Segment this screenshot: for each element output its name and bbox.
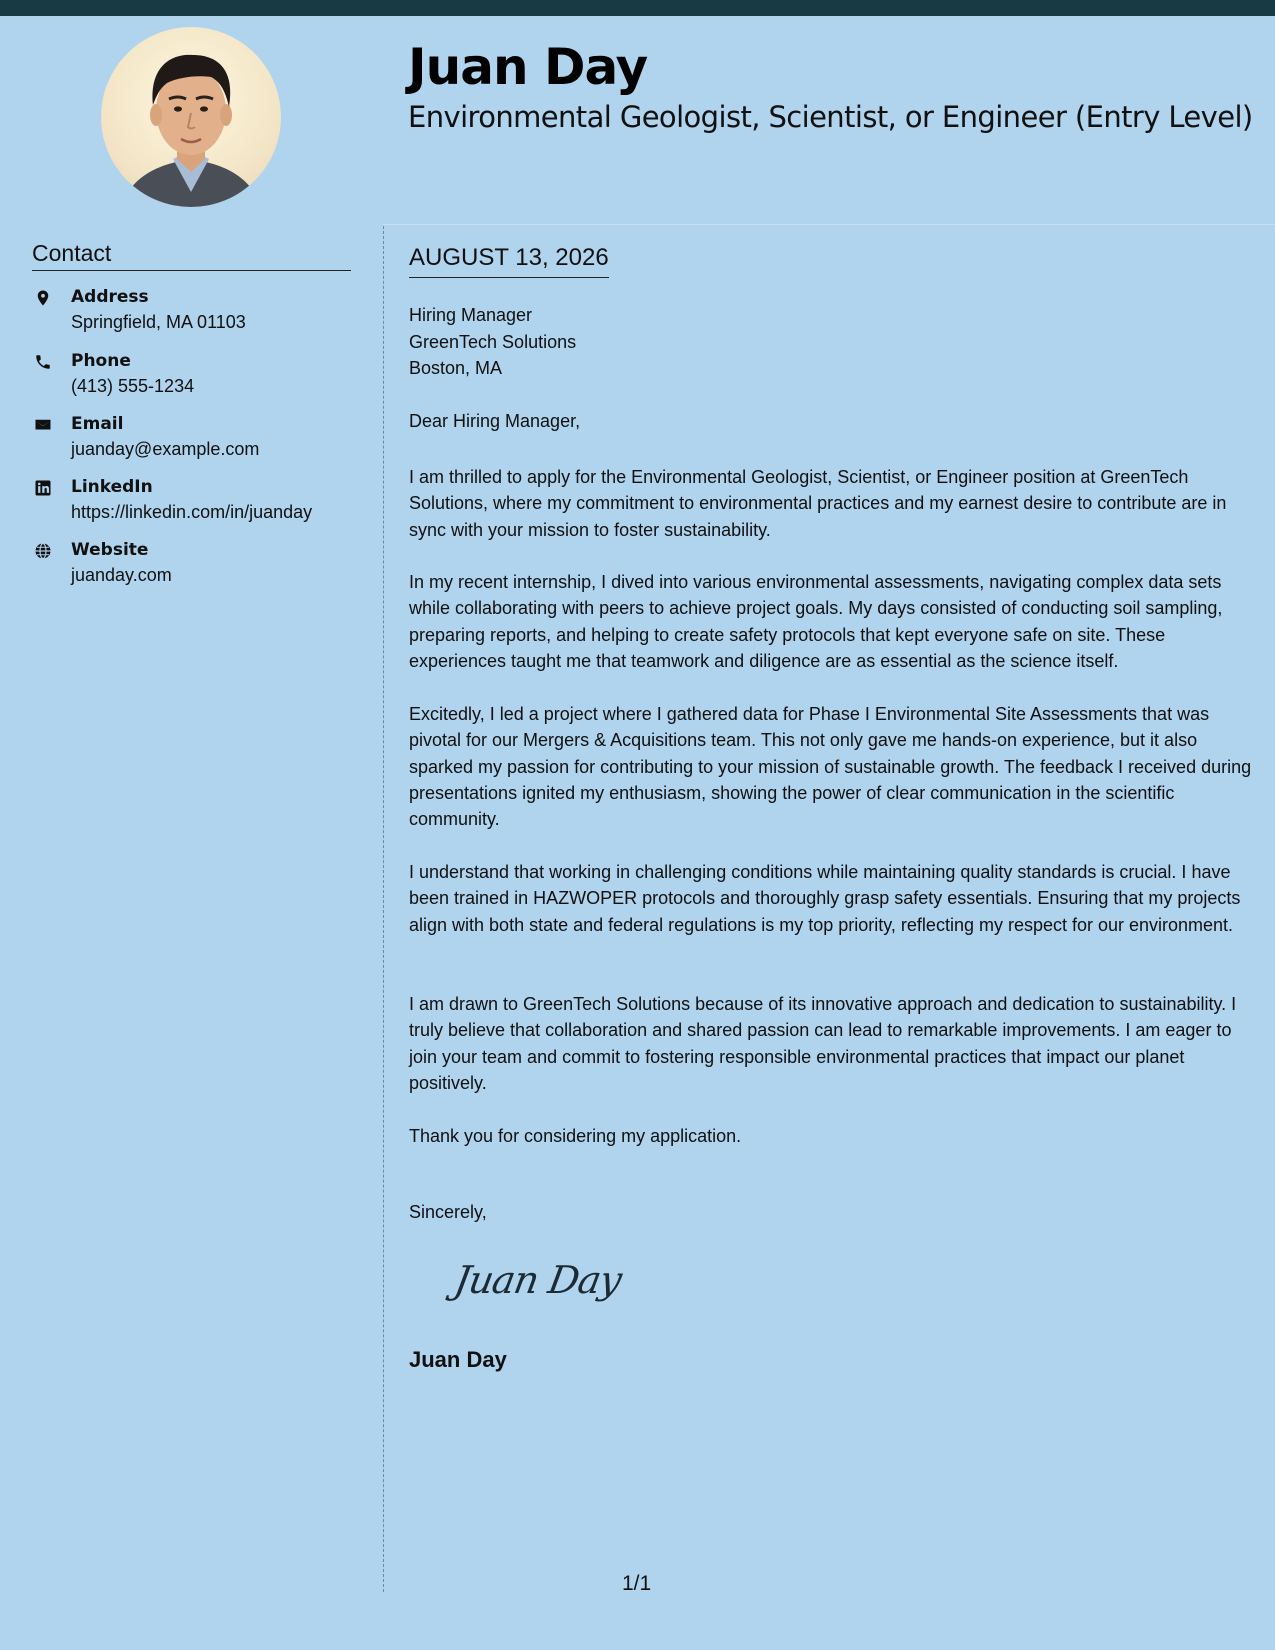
- contact-website: [32, 540, 362, 592]
- contact-value[interactable]: juanday@example.com: [71, 439, 260, 459]
- top-accent-bar: [0, 0, 1275, 16]
- salutation: Dear Hiring Manager,: [409, 411, 581, 431]
- contact-label: Phone: [71, 351, 131, 371]
- contact-value: Springfield, MA 01103: [71, 312, 246, 332]
- page-title: Juan Day: [408, 38, 648, 96]
- contact-value[interactable]: juanday.com: [71, 565, 172, 585]
- contact-label: Address: [71, 287, 149, 307]
- globe-icon: [34, 542, 52, 560]
- contact-label: LinkedIn: [71, 477, 153, 497]
- contact-value[interactable]: https://linkedin.com/in/juanday: [71, 502, 313, 522]
- recipient-block: [409, 302, 576, 382]
- letter-paragraph: I am thrilled to apply for the Environmental Geologist, Scientist, or Engineer position at GreenTech Solutions, where my commitment to environmental practices and my earnest desire to contribute are in sync with your mission to foster sustainability.: [409, 467, 1227, 540]
- avatar: [101, 27, 281, 207]
- letter-paragraph: I am drawn to GreenTech Solutions because of its innovative approach and dedication to sustainability. I truly believe that collaboration and shared passion can lead to remarkable improvements. I am eager to join your team and commit to fostering responsible environmental practices that impact our planet positively.: [409, 994, 1237, 1093]
- linkedin-icon: [34, 479, 52, 497]
- contact-address: [32, 287, 362, 339]
- contact-heading: Contact: [32, 240, 351, 271]
- letter-date: AUGUST 13, 2026: [409, 244, 609, 278]
- contact-phone: [32, 351, 362, 403]
- recipient-line: Boston, MA: [409, 358, 503, 378]
- column-divider: [383, 226, 384, 1592]
- header-divider: [383, 224, 1275, 225]
- letter-paragraph: I understand that working in challenging conditions while maintaining quality standards is crucial. I have been trained in HAZWOPER protocols and thoroughly grasp safety essentials. Ensuring that my projects align with both state and federal regulations is my top priority, reflecting my respect for our environment.: [409, 862, 1241, 935]
- location-pin-icon: [34, 289, 52, 307]
- letter-paragraph: Thank you for considering my application.: [409, 1126, 742, 1146]
- letter-paragraph: Excitedly, I led a project where I gathered data for Phase I Environmental Site Assessments that was pivotal for our Mergers & Acquisitions team. This not only gave me hands-on experience, but it also sparked my passion for contributing to your mission of sustainable growth. The feedback I received during presentations ignited my enthusiasm, showing the power of clear communication in the scientific community.: [409, 704, 1252, 830]
- phone-icon: [34, 353, 52, 371]
- contact-label: Email: [71, 414, 124, 434]
- recipient-line: GreenTech Solutions: [409, 331, 577, 352]
- recipient-line: Hiring Manager: [409, 305, 533, 325]
- contact-value: (413) 555-1234: [71, 376, 195, 396]
- signer-name: Juan Day: [409, 1347, 507, 1372]
- contact-linkedin: [32, 477, 362, 529]
- envelope-icon: [34, 416, 52, 434]
- closing: Sincerely,: [409, 1202, 487, 1222]
- signature: Juan Day: [451, 1258, 625, 1302]
- job-title: Environmental Geologist, Scientist, or Engineer (Entry Level): [408, 100, 1253, 134]
- page-number: 1/1: [622, 1572, 652, 1595]
- letter-paragraph: In my recent internship, I dived into various environmental assessments, navigating complex data sets while collaborating with peers to achieve project goals. My days consisted of conducting soil sampling, preparing reports, and helping to create safety protocols that kept everyone safe on site. These experiences taught me that teamwork and diligence are as essential as the science itself.: [409, 572, 1223, 671]
- contact-label: Website: [71, 540, 149, 560]
- portrait-photo: [101, 27, 281, 207]
- contact-email: [32, 414, 362, 466]
